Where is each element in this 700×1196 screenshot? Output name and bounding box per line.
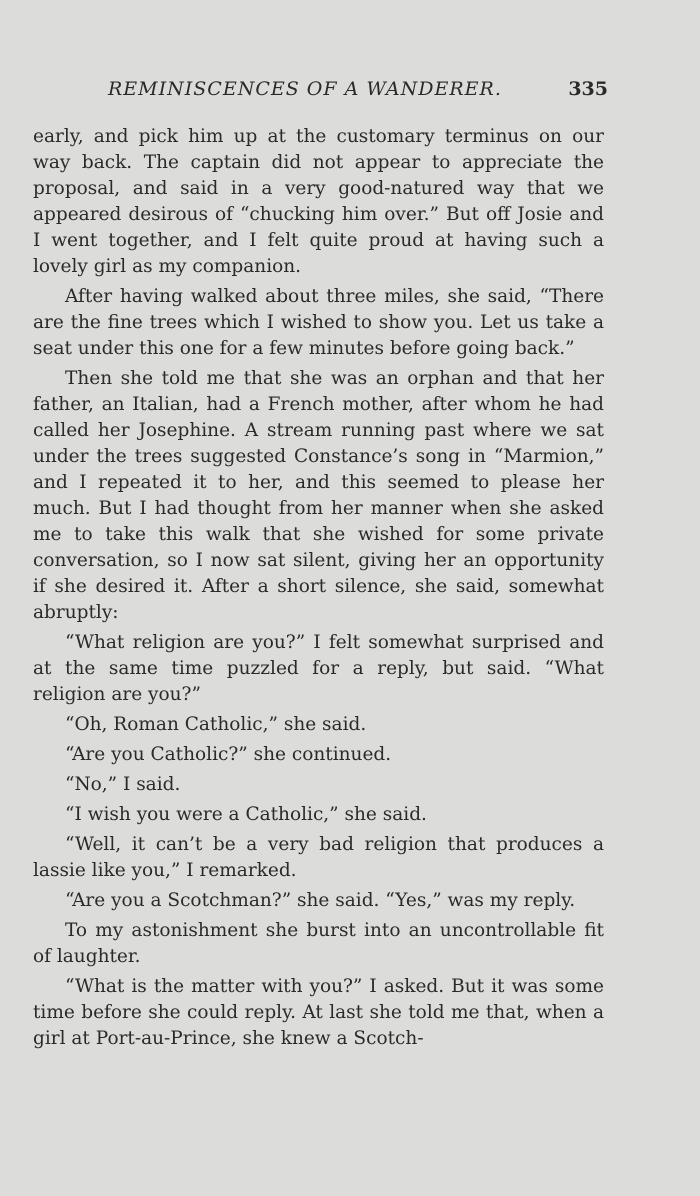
paragraph: After having walked about three miles, she said, “There are the fine trees which I wished to show you. Let us take a seat under this one for a few minutes before going back.” <box>33 286 604 359</box>
paragraph: “What religion are you?” I felt somewhat surprised and at the same time puzzled for a reply, but said. “What religion are you?” <box>33 632 604 705</box>
page-number: 335 <box>568 78 608 100</box>
paragraph: “No,” I said. <box>65 774 181 795</box>
paragraph: “What is the matter with you?” I asked. But it was some time before she could reply. At last she told me that, when a girl at Port-au-Prince, she knew a Scotch- <box>33 976 604 1049</box>
paragraph: “I wish you were a Catholic,” she said. <box>65 804 427 825</box>
page-header <box>108 78 608 100</box>
paragraph: To my astonishment she burst into an uncontrollable fit of laughter. <box>33 920 604 967</box>
paragraph: “Are you Catholic?” she continued. <box>65 744 392 765</box>
paragraph: “Are you a Scotchman?” she said. “Yes,” was my reply. <box>65 890 576 911</box>
paragraph: Then she told me that she was an orphan and that her father, an Italian, had a French mother, after whom he had called her Josephine. A stream running past where we sat under the trees suggested Constance’s song in “Marmion,” and I repeated it to her, and this seemed to please her much. But I had thought from her manner when she asked me to take this walk that she wished for some private conversation, so I now sat silent, giving her an opportunity if she desired it. After a short silence, she said, somewhat abruptly: <box>33 368 604 623</box>
paragraph: “Well, it can’t be a very bad religion that produces a lassie like you,” I remarked. <box>33 834 604 881</box>
page-body <box>33 124 604 1056</box>
paragraph: early, and pick him up at the customary terminus on our way back. The captain did not appear to appreciate the proposal, and said in a very good-natured way that we appeared desirous of “chucking him over.” But off Josie and I went together, and I felt quite proud at having such a lovely girl as my companion. <box>33 126 604 277</box>
running-title: REMINISCENCES OF A WANDERER. <box>108 78 502 100</box>
paragraph: “Oh, Roman Catholic,” she said. <box>65 714 367 735</box>
